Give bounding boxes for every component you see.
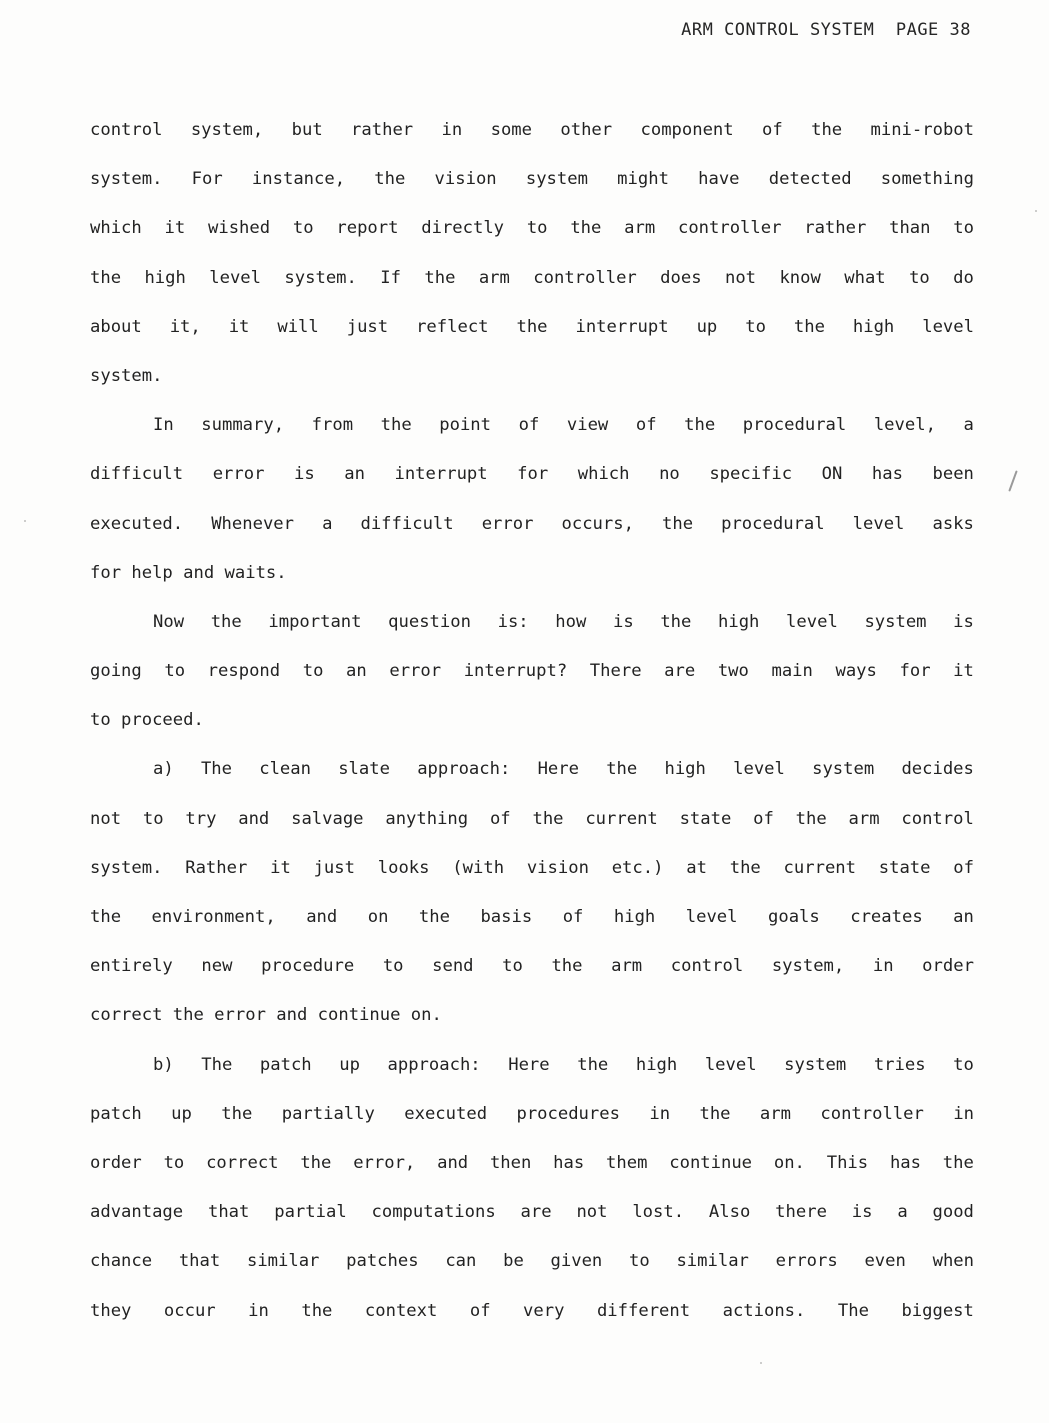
- word: continue: [669, 1152, 753, 1173]
- word: rather: [804, 218, 867, 239]
- text-line: [90, 216, 974, 265]
- word: in: [872, 956, 894, 977]
- text-line: [90, 905, 974, 954]
- word: arm: [759, 1103, 791, 1124]
- word: arm: [848, 808, 880, 829]
- word: the: [532, 808, 564, 829]
- word: a: [897, 1202, 908, 1223]
- word: going: [90, 661, 142, 682]
- word: the: [684, 415, 716, 436]
- scan-mark: [1008, 470, 1017, 491]
- word: just: [313, 857, 355, 878]
- word: looks: [377, 857, 430, 878]
- word: level: [209, 267, 262, 288]
- word: current: [783, 857, 856, 878]
- word: entirely: [90, 956, 173, 977]
- word: to: [953, 1054, 974, 1075]
- word: controller: [677, 218, 782, 239]
- word: specific: [709, 464, 793, 485]
- word: there: [775, 1202, 827, 1223]
- word: high: [635, 1054, 678, 1075]
- word: In: [153, 415, 174, 436]
- word: of: [753, 808, 774, 829]
- word: system: [784, 1054, 847, 1075]
- word: advantage: [90, 1202, 184, 1223]
- word: up: [696, 316, 718, 337]
- text-line: [90, 118, 974, 167]
- word: similar: [676, 1251, 749, 1272]
- text-line: [90, 167, 974, 216]
- word: the: [606, 759, 638, 780]
- word: have: [698, 169, 740, 190]
- text-line: [90, 561, 974, 610]
- word: not: [576, 1202, 608, 1223]
- word: main: [771, 661, 813, 682]
- word: patch: [259, 1054, 312, 1075]
- word: high: [718, 611, 760, 632]
- word: tries: [873, 1054, 926, 1075]
- word: the: [811, 120, 843, 140]
- word: which: [577, 464, 630, 485]
- word: not: [90, 808, 122, 829]
- word: partially: [281, 1103, 375, 1124]
- word: clean: [259, 759, 311, 780]
- word: procedure: [261, 956, 355, 977]
- word: computations: [371, 1202, 496, 1223]
- word: error: [481, 513, 534, 534]
- word: to: [953, 218, 974, 239]
- page-number: PAGE 38: [895, 20, 971, 40]
- word: even: [864, 1251, 906, 1272]
- word: level: [852, 513, 905, 534]
- word: the: [570, 218, 602, 239]
- word: b): [153, 1054, 174, 1075]
- word: it,: [169, 316, 201, 337]
- word: arm: [624, 218, 656, 239]
- word: has: [871, 464, 903, 485]
- word: creates: [850, 907, 923, 927]
- word: is: [953, 611, 974, 632]
- word: the: [942, 1152, 974, 1173]
- word: when: [932, 1251, 974, 1272]
- word: level: [704, 1054, 757, 1075]
- word: error,: [353, 1152, 416, 1173]
- text-line: [90, 610, 974, 659]
- word: vision: [526, 857, 589, 878]
- word: different: [596, 1300, 691, 1321]
- word: errors: [775, 1251, 838, 1272]
- word: chance: [90, 1251, 153, 1272]
- word: is: [612, 611, 634, 632]
- word: a): [153, 759, 174, 780]
- word: point: [439, 415, 492, 436]
- scan-speck: [1035, 210, 1037, 212]
- word: and: [238, 808, 270, 829]
- word: know: [779, 267, 821, 288]
- word: to proceed.: [90, 710, 204, 731]
- word: a: [322, 513, 333, 534]
- word: the: [699, 1103, 731, 1124]
- word: are: [520, 1202, 552, 1223]
- word: for: [899, 661, 931, 682]
- word: in: [441, 120, 463, 140]
- text-line: [90, 462, 974, 511]
- word: up: [171, 1103, 192, 1124]
- word: the: [662, 513, 694, 534]
- word: the: [793, 316, 825, 337]
- word: salvage: [291, 808, 364, 829]
- word: (with: [452, 857, 505, 878]
- text-line: [90, 1003, 974, 1052]
- word: wished: [208, 218, 271, 239]
- word: something: [880, 169, 974, 190]
- word: goals: [768, 907, 820, 927]
- text-line: [90, 1299, 974, 1348]
- word: to: [502, 956, 523, 977]
- scan-speck: [24, 520, 26, 522]
- word: new: [201, 956, 233, 977]
- word: high: [144, 267, 186, 288]
- word: system,: [190, 120, 264, 140]
- word: to: [164, 661, 186, 682]
- word: to: [745, 316, 766, 337]
- word: basis: [480, 907, 533, 927]
- word: order: [90, 1152, 142, 1173]
- word: the: [300, 1152, 332, 1173]
- word: interrupt: [575, 316, 669, 337]
- word: The: [200, 759, 232, 780]
- word: the: [795, 808, 827, 829]
- word: rather: [351, 120, 414, 140]
- word: correct the error and continue on.: [90, 1005, 442, 1026]
- word: at: [686, 857, 707, 878]
- word: to: [142, 808, 164, 829]
- word: system.: [284, 267, 357, 288]
- word: high: [852, 316, 895, 337]
- word: of: [469, 1300, 491, 1321]
- word: in: [248, 1300, 269, 1321]
- word: controller: [820, 1103, 924, 1124]
- word: them: [606, 1152, 648, 1173]
- word: patches: [346, 1251, 419, 1272]
- word: error: [212, 464, 265, 485]
- word: Here: [508, 1054, 550, 1075]
- word: do: [953, 267, 974, 288]
- word: interrupt?: [463, 661, 568, 682]
- word: some: [490, 120, 532, 140]
- word: high: [664, 759, 706, 780]
- word: to: [163, 1152, 185, 1173]
- word: from: [311, 415, 354, 436]
- word: level,: [873, 415, 936, 436]
- word: lost.: [632, 1202, 685, 1223]
- word: Whenever: [211, 513, 294, 534]
- word: context: [364, 1300, 438, 1321]
- text-line: [90, 807, 974, 856]
- body-text: [90, 118, 974, 1348]
- word: level: [733, 759, 785, 780]
- word: correct: [206, 1152, 279, 1173]
- word: system: [812, 759, 875, 780]
- word: about: [90, 316, 142, 337]
- word: that: [178, 1251, 221, 1272]
- page-header: [681, 20, 971, 40]
- word: the: [418, 907, 450, 927]
- word: in: [953, 1103, 974, 1124]
- word: system: [525, 169, 588, 190]
- word: given: [550, 1251, 603, 1272]
- word: the: [424, 267, 456, 288]
- word: no: [659, 464, 680, 485]
- word: state: [679, 808, 732, 829]
- word: environment,: [151, 907, 276, 927]
- word: then: [489, 1152, 532, 1173]
- word: directly: [421, 218, 505, 239]
- word: occur: [163, 1300, 216, 1321]
- word: summary,: [201, 415, 285, 436]
- word: report: [336, 218, 399, 239]
- word: the: [380, 415, 412, 436]
- word: it: [164, 218, 186, 239]
- word: of: [562, 907, 584, 927]
- word: If: [380, 267, 401, 288]
- word: to: [629, 1251, 650, 1272]
- word: biggest: [901, 1300, 974, 1321]
- word: question: [388, 611, 471, 632]
- scan-speck: [760, 1362, 762, 1364]
- word: ON: [821, 464, 843, 485]
- word: just: [346, 316, 389, 337]
- word: the: [374, 169, 406, 190]
- word: to: [909, 267, 930, 288]
- word: current: [585, 808, 658, 829]
- word: level: [922, 316, 974, 337]
- word: that: [207, 1202, 250, 1223]
- word: etc.): [611, 857, 664, 878]
- text-line: [90, 659, 974, 708]
- text-line: [90, 1102, 974, 1151]
- word: it: [953, 661, 974, 682]
- word: be: [503, 1251, 524, 1272]
- text-line: [90, 266, 974, 315]
- word: interrupt: [394, 464, 488, 485]
- word: the: [90, 267, 122, 288]
- word: an: [953, 907, 974, 927]
- word: will: [277, 316, 319, 337]
- word: but: [291, 120, 323, 140]
- word: in: [649, 1103, 671, 1124]
- word: are: [664, 661, 696, 682]
- word: asks: [932, 513, 974, 534]
- word: the: [660, 611, 692, 632]
- word: control: [901, 808, 974, 829]
- word: which: [90, 218, 142, 239]
- text-line: [90, 364, 974, 413]
- word: of: [762, 120, 783, 140]
- word: than: [889, 218, 931, 239]
- word: mini-robot: [870, 120, 974, 140]
- word: arm: [611, 956, 643, 977]
- word: and: [437, 1152, 469, 1173]
- text-line: [90, 512, 974, 561]
- word: to: [292, 218, 314, 239]
- text-line: [90, 413, 974, 462]
- word: ways: [835, 661, 877, 682]
- word: been: [932, 464, 974, 485]
- text-line: [90, 954, 974, 1003]
- word: controller: [533, 267, 637, 288]
- word: on.: [773, 1152, 805, 1173]
- word: slate: [338, 759, 390, 780]
- word: can: [445, 1251, 477, 1272]
- word: similar: [246, 1251, 320, 1272]
- word: how: [555, 611, 587, 632]
- word: There: [589, 661, 642, 682]
- word: important: [268, 611, 362, 632]
- word: arm: [478, 267, 510, 288]
- word: it: [228, 316, 250, 337]
- word: good: [932, 1202, 974, 1223]
- word: is: [851, 1202, 873, 1223]
- word: the: [221, 1103, 253, 1124]
- word: it: [270, 857, 291, 878]
- word: of: [518, 415, 540, 436]
- word: not: [724, 267, 757, 288]
- word: component: [640, 120, 734, 140]
- text-line: [90, 315, 974, 364]
- word: has: [889, 1152, 921, 1173]
- word: the: [516, 316, 548, 337]
- word: executed.: [90, 513, 184, 534]
- word: procedural: [742, 415, 847, 436]
- word: send: [432, 956, 474, 977]
- word: is: [293, 464, 315, 485]
- word: executed: [404, 1103, 488, 1124]
- word: system: [864, 611, 927, 632]
- word: high: [613, 907, 656, 927]
- word: very: [523, 1300, 565, 1321]
- word: procedural: [721, 513, 825, 534]
- word: anything: [385, 808, 469, 829]
- word: does: [660, 267, 702, 288]
- word: of: [635, 415, 657, 436]
- word: instance,: [251, 169, 346, 190]
- text-line: [90, 708, 974, 757]
- word: two: [717, 661, 749, 682]
- word: for help and waits.: [90, 562, 287, 583]
- word: to: [302, 661, 324, 682]
- word: Now: [153, 611, 185, 632]
- word: procedures: [516, 1103, 620, 1124]
- word: the: [301, 1300, 333, 1321]
- word: The: [837, 1300, 869, 1321]
- word: the: [210, 611, 242, 632]
- text-line: [90, 757, 974, 806]
- word: on: [367, 907, 389, 927]
- word: for: [517, 464, 549, 485]
- text-line: [90, 1053, 974, 1102]
- word: Rather: [185, 857, 248, 878]
- word: control: [670, 956, 744, 977]
- word: partial: [274, 1202, 347, 1223]
- word: and: [306, 907, 338, 927]
- word: system.: [90, 857, 163, 878]
- word: approach:: [387, 1054, 481, 1075]
- word: state: [878, 857, 931, 878]
- header-title: ARM CONTROL SYSTEM: [681, 20, 875, 40]
- word: system,: [771, 956, 845, 977]
- word: level: [786, 611, 838, 632]
- word: occurs,: [561, 513, 634, 534]
- word: For: [191, 169, 223, 190]
- word: to: [382, 956, 404, 977]
- word: level: [685, 907, 738, 927]
- word: This: [826, 1152, 869, 1173]
- word: Here: [537, 759, 579, 780]
- word: the: [577, 1054, 609, 1075]
- word: reflect: [416, 316, 489, 337]
- word: try: [185, 808, 217, 829]
- word: an: [346, 661, 367, 682]
- word: an: [344, 464, 365, 485]
- word: of: [489, 808, 511, 829]
- word: actions.: [722, 1300, 806, 1321]
- word: view: [566, 415, 609, 436]
- word: the: [90, 907, 122, 927]
- word: might: [617, 169, 669, 190]
- word: system.: [90, 169, 163, 190]
- word: decides: [901, 759, 974, 780]
- word: detected: [768, 169, 852, 190]
- word: respond: [207, 661, 281, 682]
- text-line: [90, 1151, 974, 1200]
- word: a: [963, 415, 974, 436]
- word: approach:: [417, 759, 511, 780]
- word: Also: [708, 1202, 751, 1223]
- word: patch: [90, 1103, 142, 1124]
- word: The: [201, 1054, 233, 1075]
- word: is:: [497, 611, 529, 632]
- word: control: [90, 120, 163, 140]
- word: the: [551, 956, 583, 977]
- word: other: [560, 120, 613, 140]
- word: error: [389, 661, 442, 682]
- word: what: [844, 267, 886, 288]
- text-line: [90, 1249, 974, 1298]
- word: difficult: [360, 513, 454, 534]
- text-line: [90, 856, 974, 905]
- text-line: [90, 1200, 974, 1249]
- word: to: [526, 218, 548, 239]
- word: they: [90, 1300, 132, 1321]
- word: has: [553, 1152, 585, 1173]
- word: the: [729, 857, 761, 878]
- word: difficult: [90, 464, 184, 485]
- word: of: [953, 857, 974, 878]
- word: vision: [434, 169, 497, 190]
- word: order: [922, 956, 974, 977]
- word: up: [339, 1054, 360, 1075]
- word: system.: [90, 365, 163, 386]
